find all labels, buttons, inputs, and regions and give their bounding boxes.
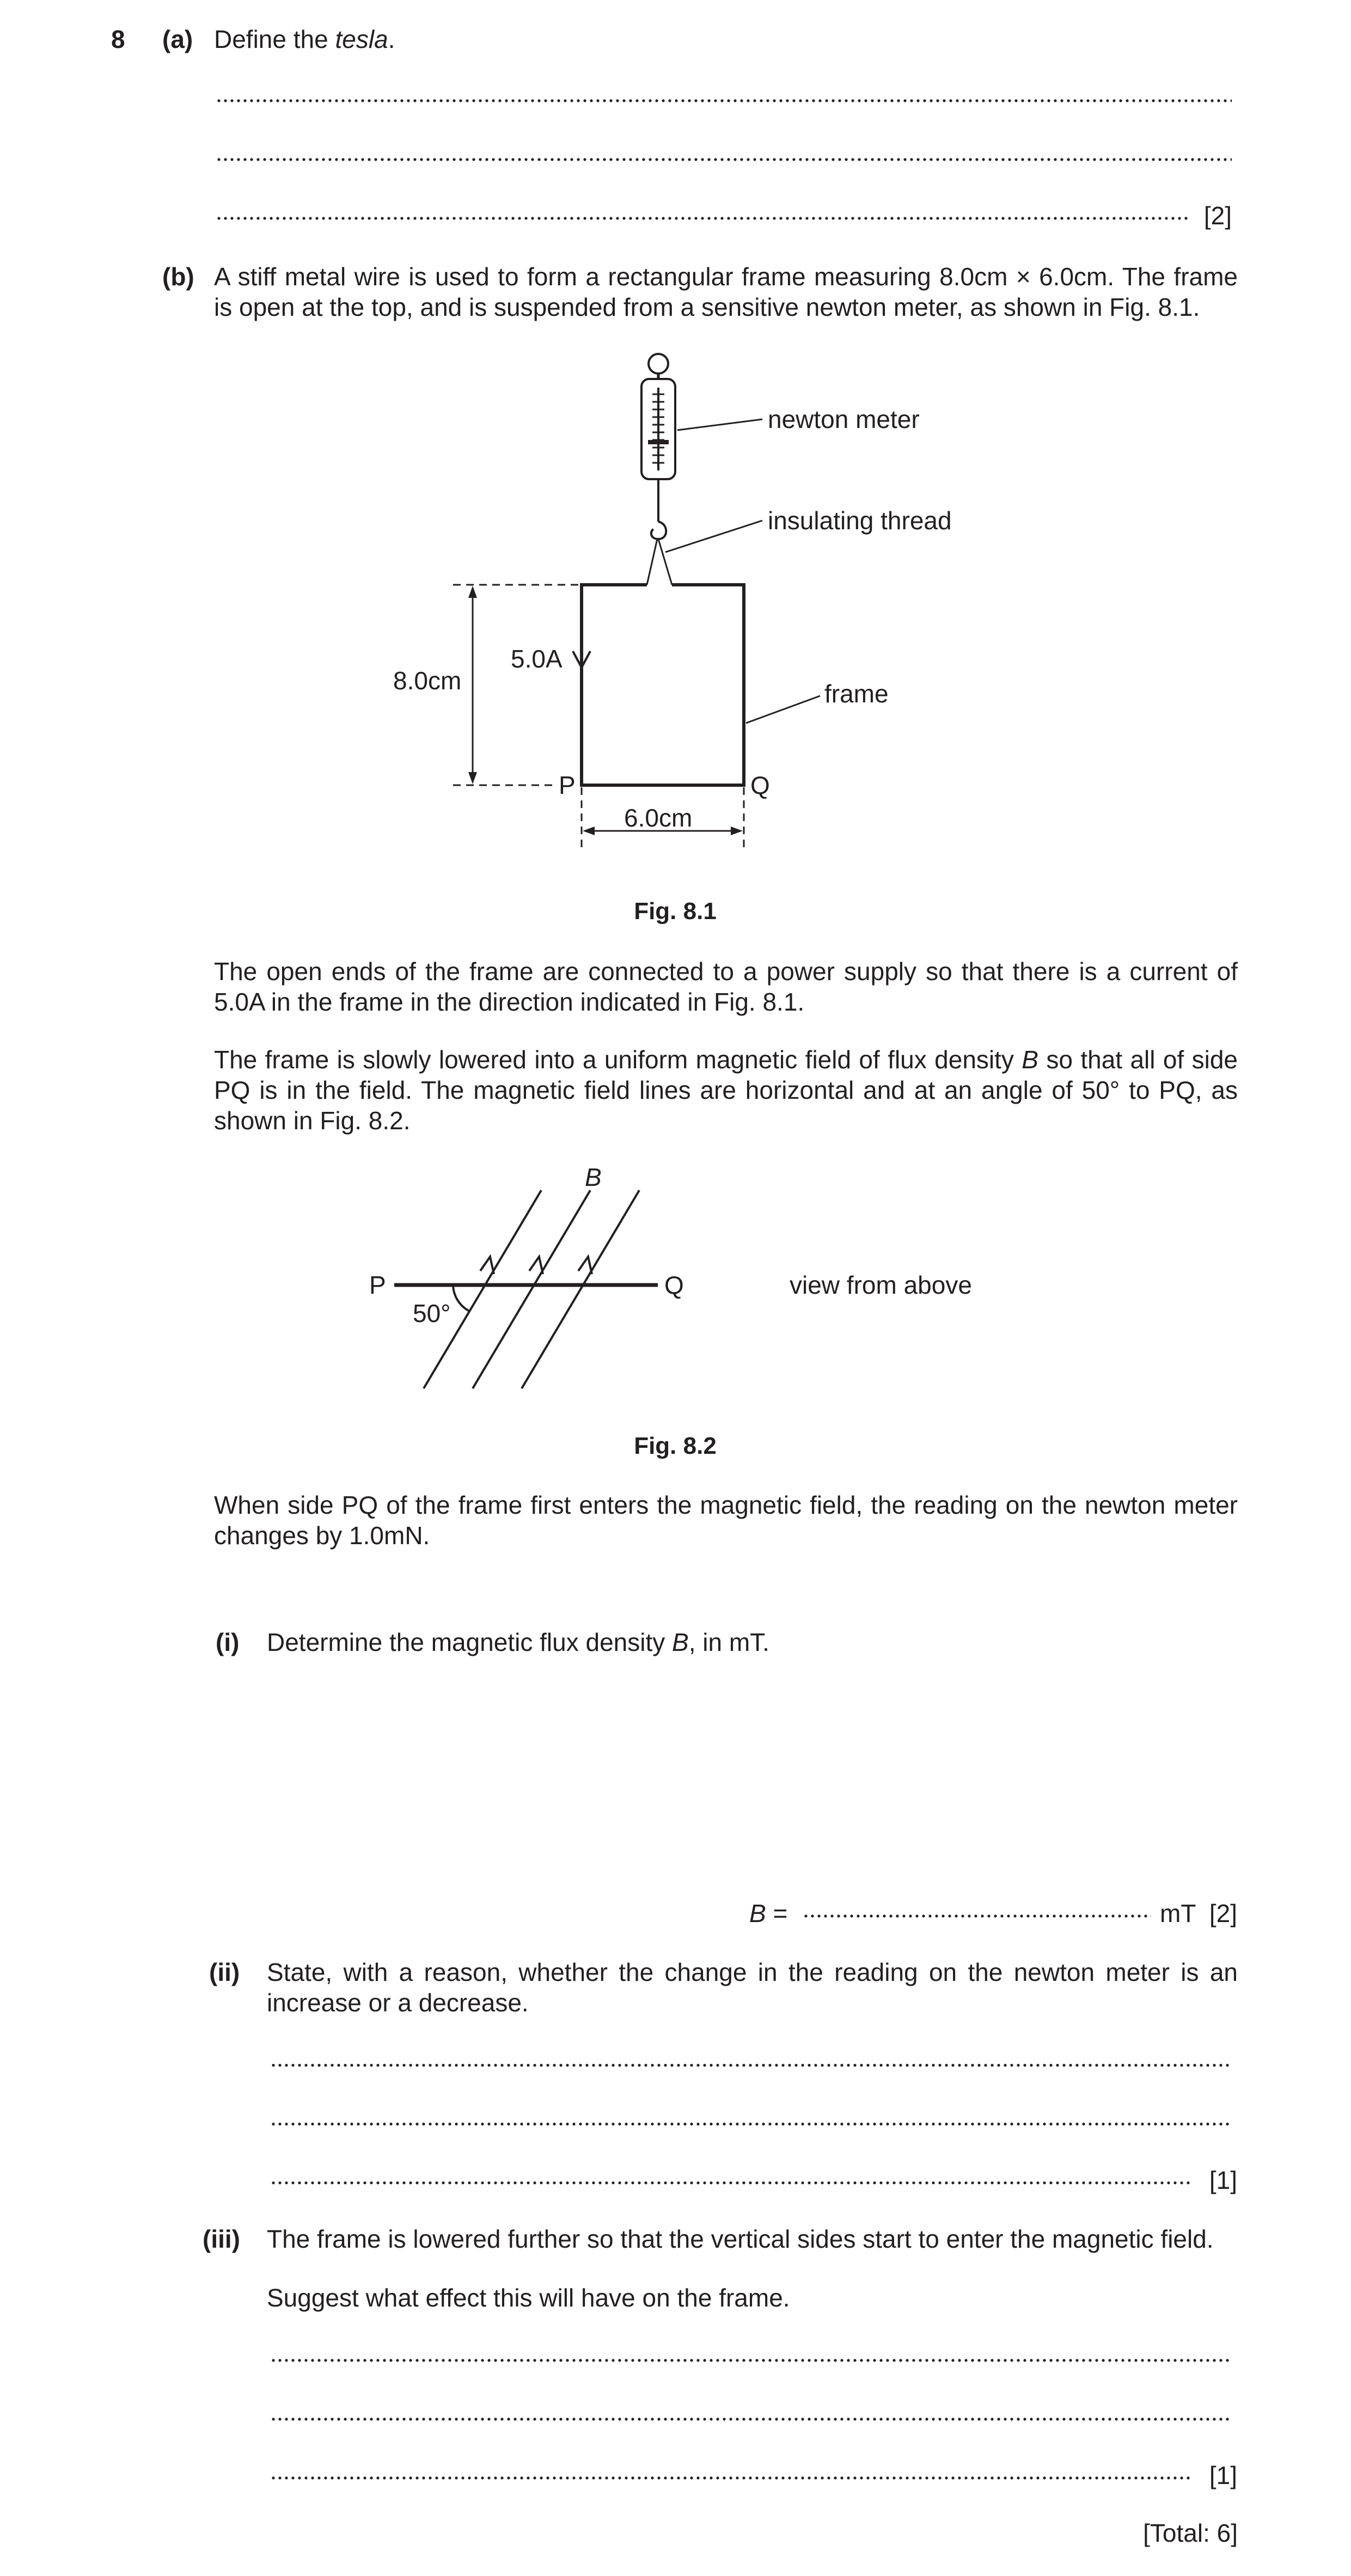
figure-8-2 [0,1143,1351,1416]
answer-line-ii3[interactable] [270,2180,1190,2186]
part-iii-label: (iii) [203,2225,240,2253]
part-ii-label: (ii) [209,1958,240,1986]
part-a-mark: [2] [1203,201,1232,230]
part-b-paragraph-3: The frame is slowly lowered into a uniform magnetic field of flux density B so that all of side PQ is in the field. The magnetic field lines are horizontal and at an angle of 50° to PQ, as shown in Fig. 8.2. [214,1045,1238,1135]
angle-label: 50° [413,1299,451,1327]
newton-meter-icon [641,354,675,539]
insulating-thread-label: insulating thread [768,506,952,535]
field-b-label: B [585,1163,602,1191]
part-b-intro: A stiff metal wire is used to form a rectangular frame measuring 8.0cm × 6.0cm. The frame is open at the top, and is suspended from a sensitive newton meter, as shown in Fig. 8.1. [214,262,1238,321]
width-label: 6.0cm [624,804,693,832]
part-i-label: (i) [216,1628,240,1656]
part-b-label: (b) [162,262,194,291]
answer-line-iii2[interactable] [270,2416,1232,2422]
answer-line-ii2[interactable] [270,2121,1232,2127]
question-number: 8 [111,25,125,53]
part-ii-prompt: State, with a reason, whether the change in the reading on the newton meter is an increase or a decrease. [267,1958,1238,2017]
field-lines [424,1190,639,1388]
answer-b-unit: mT [1160,1899,1196,1928]
current-label: 5.0A [511,645,563,673]
part-iii-mark: [1] [1209,2461,1237,2489]
fig-8-1-caption: Fig. 8.1 [634,898,717,925]
insulating-thread [647,539,672,585]
total-marks: [Total: 6] [1143,2519,1238,2547]
point-p-label: P [559,771,576,799]
fig82-p-label: P [369,1271,386,1299]
part-a-label: (a) [162,25,193,53]
newton-meter-label: newton meter [768,405,920,433]
part-iii-prompt: The frame is lowered further so that the vertical sides start to enter the magnetic field. [267,2225,1214,2253]
fig82-q-label: Q [664,1271,684,1299]
part-i-prompt: Determine the magnetic flux density B, in mT. [267,1628,769,1656]
height-label: 8.0cm [393,666,462,695]
figure-8-1 [0,0,1351,871]
fig-8-2-caption: Fig. 8.2 [634,1433,717,1459]
answer-line-ii1[interactable] [270,2063,1232,2068]
part-iii-prompt-2: Suggest what effect this will have on the frame. [267,2284,790,2312]
view-label: view from above [790,1271,972,1299]
answer-line-iii1[interactable] [270,2358,1232,2363]
part-b-paragraph-4: When side PQ of the frame first enters the magnetic field, the reading on the newton meter changes by 1.0mN. [214,1491,1238,1550]
answer-b-prefix: B = [749,1899,788,1928]
point-q-label: Q [750,771,770,799]
frame-label: frame [824,680,889,708]
height-dimension [453,585,579,785]
answer-line-iii3[interactable] [270,2475,1190,2481]
answer-b-field[interactable] [803,1913,1151,1919]
part-i-mark: [2] [1209,1899,1237,1928]
part-a-prompt: Define the tesla. [214,25,395,53]
part-ii-mark: [1] [1209,2166,1237,2194]
part-b-paragraph-2: The open ends of the frame are connected to a power supply so that there is a current of 5.0A in the frame in the direction indicated in Fig. 8.1. [214,957,1238,1016]
rectangular-frame [582,585,744,785]
